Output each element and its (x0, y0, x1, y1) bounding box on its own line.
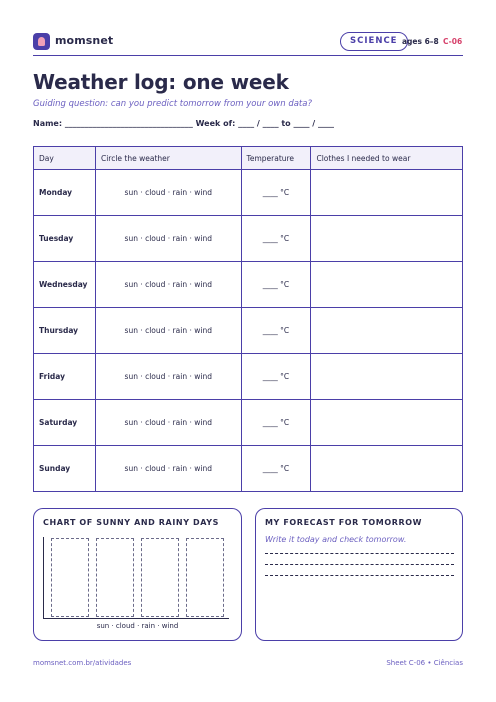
day-cell: Tuesday (34, 216, 96, 262)
temperature-blank[interactable]: ____ °C (241, 446, 311, 492)
age-range: ages 6–8 (402, 37, 439, 46)
weather-options[interactable]: sun · cloud · rain · wind (95, 308, 241, 354)
forecast-box (255, 508, 463, 641)
temperature-blank[interactable]: ____ °C (241, 170, 311, 216)
chart-box (33, 508, 242, 641)
table-row (34, 354, 463, 400)
header-divider (33, 55, 463, 56)
brand-logo-icon (33, 33, 50, 50)
temperature-blank[interactable]: ____ °C (241, 216, 311, 262)
table-row (34, 216, 463, 262)
weather-options[interactable]: sun · cloud · rain · wind (95, 400, 241, 446)
weather-options[interactable]: sun · cloud · rain · wind (95, 170, 241, 216)
day-cell: Saturday (34, 400, 96, 446)
weather-options[interactable]: sun · cloud · rain · wind (95, 216, 241, 262)
chart-y-axis (43, 537, 44, 619)
writing-line[interactable] (265, 553, 454, 554)
writing-line[interactable] (265, 575, 454, 576)
clothes-cell[interactable] (311, 446, 463, 492)
subject-badge: SCIENCE (340, 32, 408, 51)
chart-column-blank[interactable] (51, 538, 89, 617)
column-header-clothes: Clothes I needed to wear (311, 147, 463, 170)
day-cell: Wednesday (34, 262, 96, 308)
forecast-hint: Write it today and check tomorrow. (265, 535, 407, 544)
temperature-blank[interactable]: ____ °C (241, 308, 311, 354)
temperature-blank[interactable]: ____ °C (241, 262, 311, 308)
weather-options[interactable]: sun · cloud · rain · wind (95, 446, 241, 492)
name-week-line: Name: ________________________________ Week of: ____ / ____ to ____ / ____ (33, 119, 334, 128)
column-header-day: Day (34, 147, 96, 170)
table-row (34, 262, 463, 308)
page-header (33, 32, 463, 52)
guiding-question: Guiding question: can you predict tomorrow from your own data? (33, 99, 312, 109)
chart-box-title: CHART OF SUNNY AND RAINY DAYS (43, 518, 220, 527)
forecast-box-title: MY FORECAST FOR TOMORROW (265, 518, 423, 527)
clothes-cell[interactable] (311, 262, 463, 308)
day-cell: Friday (34, 354, 96, 400)
table-header-row (34, 147, 463, 170)
chart-column-blank[interactable] (186, 538, 224, 617)
footer-url: momsnet.com.br/atividades (33, 659, 132, 667)
chart-category-label: sun · cloud · rain · wind (96, 622, 179, 630)
table-row (34, 446, 463, 492)
column-header-weather: Circle the weather (95, 147, 241, 170)
temperature-blank[interactable]: ____ °C (241, 354, 311, 400)
clothes-cell[interactable] (311, 400, 463, 446)
table-row (34, 170, 463, 216)
day-cell: Monday (34, 170, 96, 216)
footer-sheet-info: Sheet C-06 • Ciências (386, 659, 463, 667)
clothes-cell[interactable] (311, 216, 463, 262)
table-row (34, 400, 463, 446)
brand-name: momsnet (55, 34, 114, 47)
chart-x-axis (43, 618, 229, 619)
temperature-blank[interactable]: ____ °C (241, 400, 311, 446)
weather-log-table (33, 146, 463, 492)
day-cell: Thursday (34, 308, 96, 354)
column-header-temperature: Temperature (241, 147, 311, 170)
page-title: Weather log: one week (33, 70, 289, 94)
sheet-code: C-06 (443, 37, 463, 46)
chart-column-blank[interactable] (141, 538, 179, 617)
day-cell: Sunday (34, 446, 96, 492)
weather-options[interactable]: sun · cloud · rain · wind (95, 262, 241, 308)
clothes-cell[interactable] (311, 354, 463, 400)
weather-options[interactable]: sun · cloud · rain · wind (95, 354, 241, 400)
clothes-cell[interactable] (311, 308, 463, 354)
table-row (34, 308, 463, 354)
chart-column-blank[interactable] (96, 538, 134, 617)
clothes-cell[interactable] (311, 170, 463, 216)
writing-line[interactable] (265, 564, 454, 565)
